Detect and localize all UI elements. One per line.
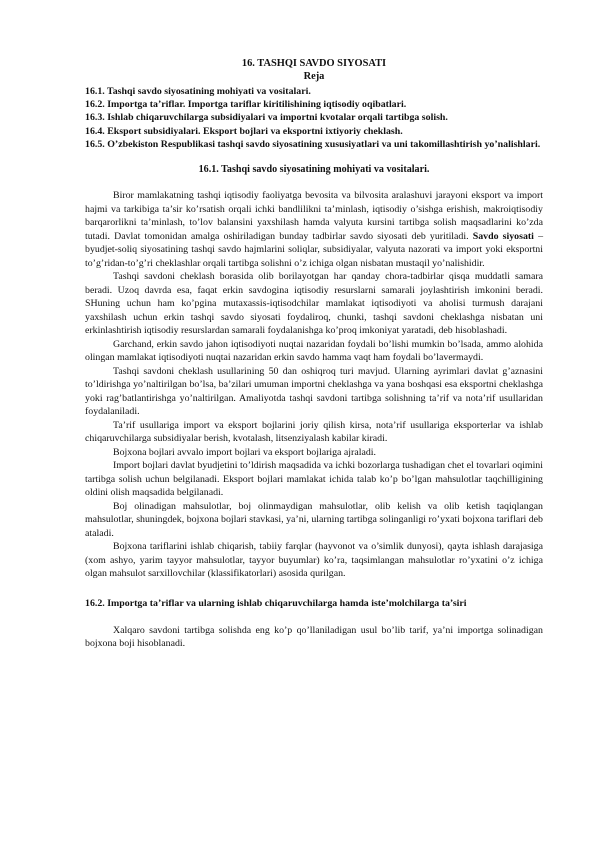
paragraph: Bojxona tariflarini ishlab chiqarish, tabiiy farqlar (hayvonot va o’simlik dunyosi), qayta ishlash darajasiga (xom ashyo, yarim tayyor mahsulotlar, tayyor buyumlar) ko’ra, taqsimlangan mahsulotlar ro’yxatini o’z ichiga olgan mahsulot sarxillovchilar (klassifikatorlari) asosida qurilgan.	[85, 541, 543, 580]
paragraph: Ta’rif usullariga import va eksport bojlarini joriy qilish kirsa, nota’rif usullariga eksporterlar va ishlab chiqaruvchilarga subsidiyalar berish, kvotalash, litsenziyalash kabilar kiradi.	[85, 419, 543, 445]
paragraph: Xalqaro savdoni tartibga solishda eng ko’p qo’llaniladigan usul bo’lib tarif, ya’ni importga solinadigan bojxona boji hisoblanadi.	[85, 624, 543, 650]
plan-list	[85, 85, 543, 151]
paragraph: Bojxona bojlari avvalo import bojlari va eksport bojlariga ajraladi.	[113, 446, 376, 458]
section-heading-16-2: 16.2. Importga ta’riflar va ularning ishlab chiqaruvchilarga hamda iste’molchilarga ta’siri	[85, 597, 467, 609]
plan-item: 16.3. Ishlab chiqaruvchilarga subsidiyalari va importni kvotalar orqali tartibga solish.	[85, 112, 448, 124]
plan-item: 16.1. Tashqi savdo siyosatining mohiyati va vositalari.	[85, 86, 311, 97]
paragraph-text: – byudjet-soliq siyosatining tashqi savdo hajmlarini soliqlar, subsidiyalar, valyuta nazorati va import yoki eksportni to’g’ridan-to’g’ri cheklashlar orqali tartibga solishni o’z ichiga olgan nisbatan mustaqil yo’nalishidir.	[85, 230, 544, 269]
plan-item: 16.4. Eksport subsidiyalari. Eksport bojlari va eksportni ixtiyoriy cheklash.	[85, 125, 403, 137]
section-heading-16-1: 16.1. Tashqi savdo siyosatining mohiyati va vositalari.	[198, 164, 430, 176]
document-title: 16. TASHQI SAVDO SIYOSATI	[241, 58, 387, 69]
paragraph: Boj olinadigan mahsulotlar, boj olinmaydigan mahsulotlar, olib kelish va olib ketish taqiqlangan mahsulotlar, shuningdek, bojxona bojlari stavkasi, ya’ni, ularning tartibga solinganligi ro’yxati bojxona tariflari deb ataladi.	[85, 500, 543, 539]
paragraph: Import bojlari davlat byudjetini to’ldirish maqsadida va ichki bozorlarga tushadigan chet el tovarlari oqimini tartibga solish uchun belgilanadi. Eksport bojlari mamlakat ichida talab ko’p bo’lgan mahsulotlar taqchilligining oldini olish maqsadida belgilanadi.	[85, 460, 543, 499]
paragraph: Tashqi savdoni cheklash borasida olib borilayotgan har qanday chora-tadbirlar qisqa muddatli samara beradi. Uzoq davrda esa, faqat erkin savdogina iqtisodiy resurslarni samarali joylashtirish imkonini beradi. SHuning uchun ham ko’pgina mutaxassis-iqtisodchilar mamlakat iqtisodiyoti va aholisi turmush darajani yaxshilash uchun erkin tashqi savdo siyosati foydaliroq, chunki, tashqi savdoni cheklashga nisbatan uni erkinlashtirish iqtisodiy resurslardan samarali foydalanishga ko’proq imkoniyat yaratadi, deb hisoblashadi.	[85, 271, 543, 337]
paragraph: Tashqi savdoni cheklash usullarining 50 dan oshiqroq turi mavjud. Ularning ayrimlari davlat g’aznasini to’ldirishga yo’naltirilgan bo’lsa, ba’zilari umuman importni cheklashga va yana boshqasi esa eksportni cheklashga yoki rag’batlantirishga yo’naltirilgan. Amaliyotda tashqi savdoni tartibga solishning ta’rif va nota’rif usullaridan foydalaniladi.	[85, 365, 543, 418]
plan-item: 16.2. Importga ta’riflar. Importga tariflar kiritilishining iqtisodiy oqibatlari.	[85, 99, 407, 111]
paragraph-text: Biror mamlakatning tashqi iqtisodiy faoliyatga bevosita va bilvosita aralashuvi jarayoni eksport va import hajmi va tarkibiga ta’sir ko’rsatish orqali ichki bandlilikni ta’minlash, iqtisodiy o’sishga erishish, makroiqtisodiy barqarorlikni ta’minlash, to’lov balansini yaxshilash hamda valyuta kursini tartibga solish maqsadlarini ko’zda tutadi. Davlat tomonidan amalga oshiriladigan bunday tadbirlar savdo siyosati deb yuritiladi.	[85, 190, 543, 242]
paragraph: Garchand, erkin savdo jahon iqtisodiyoti nuqtai nazaridan foydali bo’lishi mumkin bo’lsada, ammo alohida olingan mamlakat iqtisodiyoti nuqtai nazaridan erkin savdo hamma vaqt ham foydali bo’lavermaydi.	[85, 338, 543, 364]
plan-heading: Reja	[303, 71, 325, 82]
paragraph	[85, 189, 543, 270]
term-savdo-siyosati: Savdo siyosati	[472, 230, 534, 242]
plan-item: 16.5. O’zbekiston Respublikasi tashqi savdo siyosatining xususiyatlari va uni takomillashtirish yo’nalishlari.	[85, 138, 541, 150]
